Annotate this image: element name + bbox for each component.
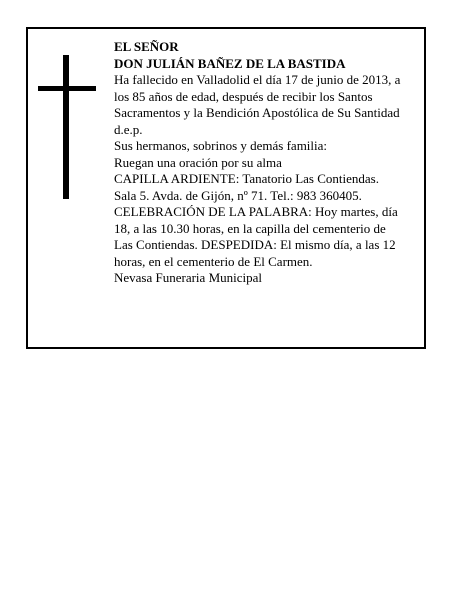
notice-line: Sala 5. Avda. de Gijón, nº 71. Tel.: 983 360405.: [114, 187, 362, 203]
notice-line: Las Contiendas. DESPEDIDA: El mismo día, a las 12: [114, 237, 396, 252]
notice-heading: EL SEÑOR: [114, 39, 179, 54]
notice-line: Ha fallecido en Valladolid el día 17 de junio de 2013, a: [114, 72, 401, 87]
notice-line: CELEBRACIÓN DE LA PALABRA: Hoy martes, día: [114, 204, 398, 219]
funeral-home: Nevasa Funeraria Municipal: [114, 270, 263, 285]
notice-line: Sacramentos y la Bendición Apostólica de Su Santidad: [114, 105, 400, 120]
notice-line: Ruegan una oración por su alma: [114, 154, 282, 170]
notice-line: 18, a las 10.30 horas, en la capilla del cementerio de: [114, 220, 386, 236]
cross-vertical-bar: [63, 55, 69, 199]
notice-line: horas, en el cementerio de El Carmen.: [114, 253, 313, 269]
notice-line: Sus hermanos, sobrinos y demás familia:: [114, 138, 328, 153]
notice-line: los 85 años de edad, después de recibir los Santos: [114, 88, 373, 104]
cross-icon: [38, 55, 98, 199]
notice-line: CAPILLA ARDIENTE: Tanatorio Las Contiendas.: [114, 171, 379, 186]
obituary-notice: [26, 27, 426, 349]
cross-horizontal-bar: [38, 86, 96, 91]
deceased-name: DON JULIÁN BAÑEZ DE LA BASTIDA: [114, 55, 346, 71]
notice-line: d.e.p.: [114, 121, 143, 137]
notice-text: [114, 39, 422, 287]
